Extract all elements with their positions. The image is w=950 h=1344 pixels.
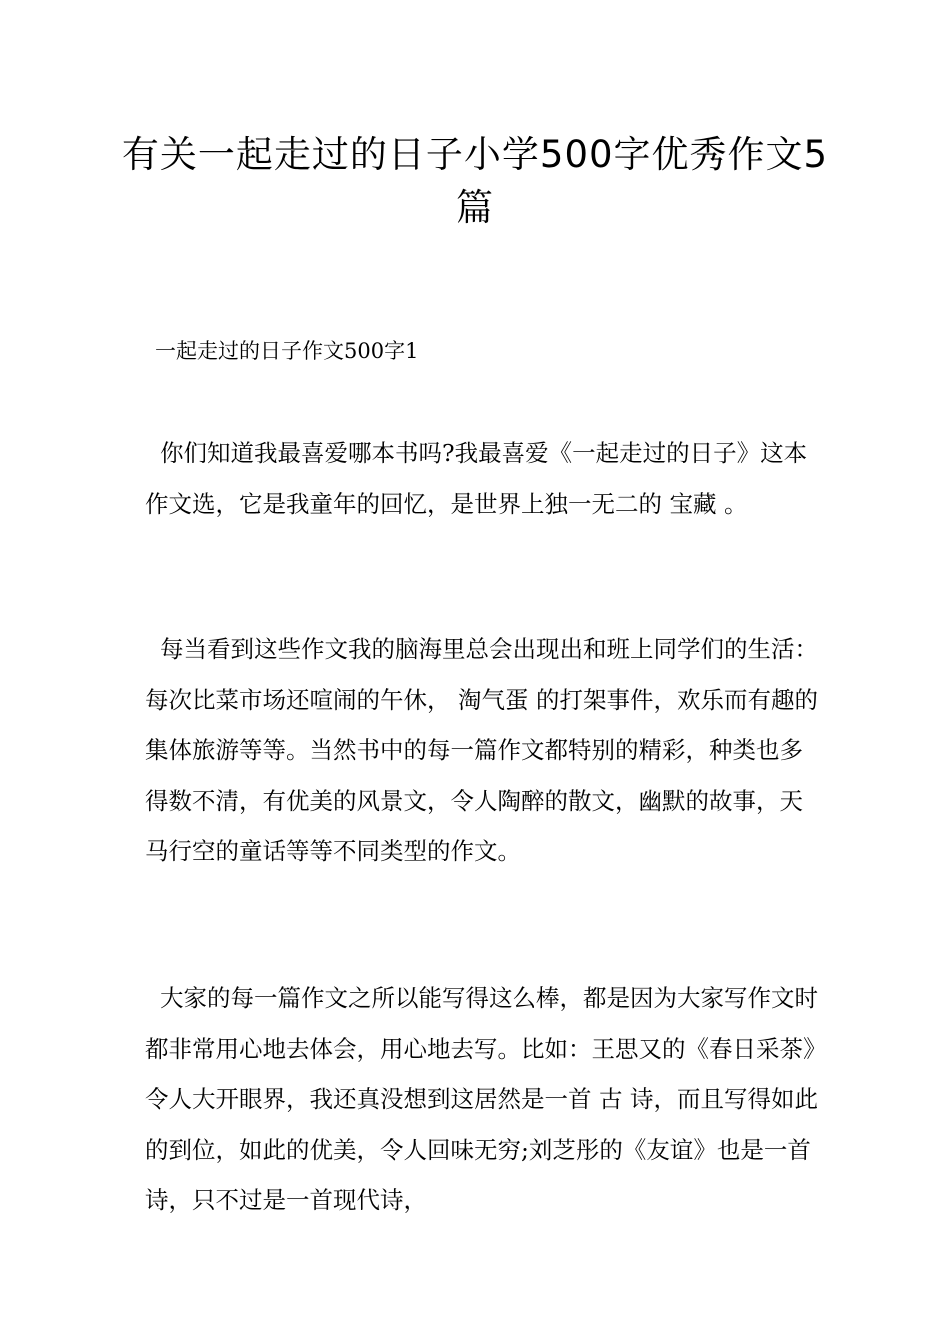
document-title: 有关一起走过的日子小学500字优秀作文5篇 bbox=[121, 133, 829, 229]
paragraph-2: 每当看到这些作文我的脑海里总会出现出和班上同学们的生活：每次比菜市场还喧闹的午休， 淘气蛋 的打架事件，欢乐而有趣的集体旅游等等。当然书中的每一篇作文都特别的精彩，种类也多得数不清，有优美的风景文，令人陶醉的散文，幽默的故事，天马行空的童话等等不同类型的作文。 bbox=[145, 635, 818, 865]
paragraph-3: 大家的每一篇作文之所以能写得这么棒，都是因为大家写作文时都非常用心地去体会，用心地去写。比如：王思又的《春日采茶》令人大开眼界，我还真没想到这居然是一首 古 诗，而且写得如此的到位，如此的优美，令人回味无穷;刘芝彤的《友谊》也是一首诗，只不过是一首现代诗， bbox=[145, 984, 818, 1214]
section-heading: 一起走过的日子作文500字1 bbox=[155, 339, 419, 363]
paragraph-1: 你们知道我最喜爱哪本书吗?我最喜爱《一起走过的日子》这本作文选，它是我童年的回忆，是世界上独一无二的 宝藏 。 bbox=[145, 439, 808, 518]
